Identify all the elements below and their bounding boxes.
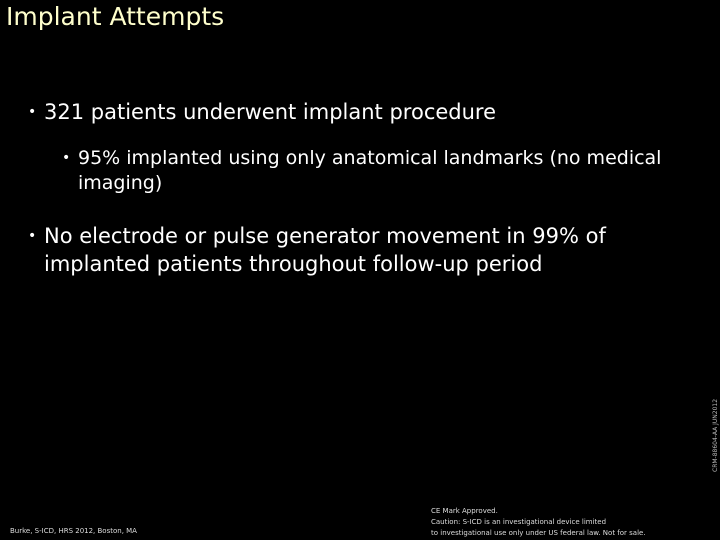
sub-bullet-item [62,146,702,196]
bullet-text: No electrode or pulse generator movement in 99% of implanted patients throughout follow-up period [44,224,606,276]
regulatory-note-line: to investigational use only under US federal law. Not for sale. [431,529,646,537]
regulatory-note-line: Caution: S-ICD is an investigational device limited [431,518,607,526]
bullet-item [28,222,688,278]
bullet-item [28,98,688,126]
bullet-icon: • [28,228,37,244]
regulatory-note [431,506,646,539]
sub-bullet-text: 95% implanted using only anatomical landmarks (no medical imaging) [78,147,662,194]
bullet-icon: • [28,104,37,120]
slide-title: Implant Attempts [6,2,225,31]
regulatory-note-line: CE Mark Approved. [431,507,498,515]
bullet-text: 321 patients underwent implant procedure [44,100,497,124]
document-code: CRM-88604-AA JUN2012 [712,398,719,472]
footer-citation: Burke, S-ICD, HRS 2012, Boston, MA [10,527,137,535]
bullet-icon: • [62,150,71,166]
